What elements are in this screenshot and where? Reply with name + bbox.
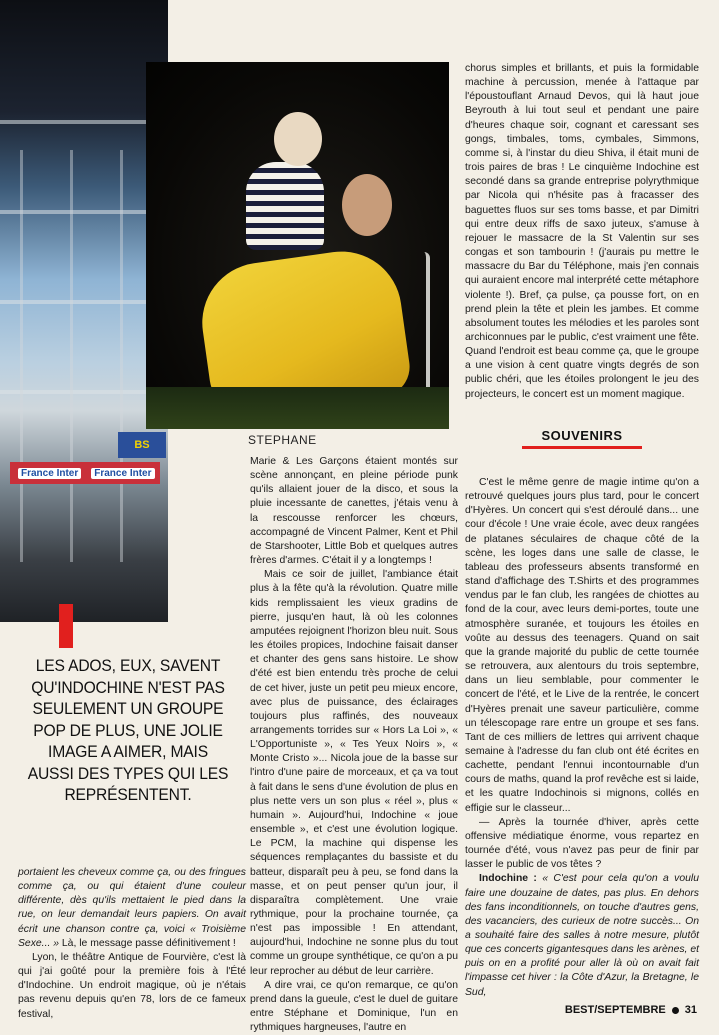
truss-pole xyxy=(120,150,123,562)
page-number: 31 xyxy=(684,1004,697,1016)
magazine-issue: BEST/SEPTEMBRE xyxy=(564,1004,666,1016)
banner-logo: France Inter xyxy=(18,468,81,479)
backstage-photo xyxy=(146,62,449,429)
truss-beam xyxy=(0,300,168,304)
page-footer xyxy=(565,1004,697,1016)
person-striped-shirt xyxy=(246,162,324,250)
paragraph: Mais ce soir de juillet, l'ambiance était plus à la fête qu'à la révolution. Quatre mille kids remplissaient les vieux gradins de pierre, jusqu'en haut, là où les colonnes amputées rejoignent l'horizon bleu nuit. Sous les étoiles propices, Indochine faisait danser et chanter des gens sans histoire. Le show d'été est bien entendu très proche de celui de cet hiver, juste un petit peu mieux encore, avec plus de puissance, des éclairages toujours plus raffinés, des nouveaux arrangements torrides sur « Hors La Loi », « L'Opportuniste », « Tes Yeux Noirs », « Monte Cristo »... Nicola joue de la basse sur l'intro d'une paire de morceaux, et ça va tout à fait dans le sens d'une évolution de plus en plus nette vers un son plus « réel », plus « humain ». Aujourd'hui, Indochine « joue ensemble », et c'est une évolution logique. Le PCM, la machine qui dispense les séquences remplaçantes du bassiste et du batteur, disparaît peu à peu, se fond dans la masse, et on peut penser qu'un jour, il disparaîtra complètement. Une vraie rythmique, pour la prochaine tournée, ça n'est pas impossible ! En attendant, aujourd'hui, Indochine ne sonne plus du tout comme un groupe synthétique, ce qu'on a pu leur reprocher au début de leur carrière. xyxy=(250,569,458,977)
stage-banner xyxy=(10,462,160,484)
column-right-bottom xyxy=(465,476,699,1000)
speaker-label: Indochine : xyxy=(479,873,537,885)
column-left xyxy=(18,866,246,1022)
photo-caption: STEPHANE xyxy=(248,433,317,447)
bullet-icon xyxy=(672,1007,679,1014)
section-heading: SOUVENIRS xyxy=(541,428,623,443)
truss-pole xyxy=(20,150,23,562)
stage-sign: BS xyxy=(118,432,166,458)
paragraph-italic: portaient les cheveux comme ça, ou des fringues comme ça, ou qui étaient d'une couleur différente, dès qu'ils mettaient le pied dans la rue, on leur demandait leurs papiers. On avait écrit une chanson contre ça, voici « Troisième Sexe... » xyxy=(18,867,246,949)
paragraph: Marie & Les Garçons étaient montés sur scène annonçant, en pleine période punk qu'ils allaient jouer de la disco, et sous la pluie incessante de canettes, j'étais venu à la rescousse renforcer les chœurs, accompagné de Vincent Palmer, Kent et Phil de Starshooter, Little Bob et quelques autres frères d'armes. C'était il y a longtemps ! xyxy=(250,456,458,567)
paragraph xyxy=(18,866,246,951)
paragraph: Lyon, le théâtre Antique de Fourvière, c'est là qui j'ai goûté pour la première fois à l'Été d'Indochine. Un endroit magique, où je n'étais pas revenu depuis qu'en 78, lors de ce fameux festival, xyxy=(18,951,246,1020)
paragraph: — Après la tournée d'hiver, après cette offensive médiatique énorme, vous repartez en tournée d'été, vous n'avez pas peur de finir par lasser le public de vos têtes ? xyxy=(465,816,699,871)
paragraph-italic: « C'est pour cela qu'on a voulu faire une douzaine de dates, pas plus. En dehors des fans inconditionnels, on touche d'autres gens, des vacanciers, des curieux de notre succès... On a souhaité faire des salles à notre mesure, plutôt que ces concerts gigantesques dans les arènes, et puis on en a profité pour aller là où on avait fait l'impasse cet hiver : la Côte d'Azur, la Bretagne, le Sud, xyxy=(465,873,699,998)
paragraph xyxy=(465,872,699,999)
truss-beam xyxy=(0,390,168,394)
paragraph: A dire vrai, ce qu'on remarque, ce qu'on prend dans la gueule, c'est le duel de guitare entre Stéphane et Dominique, l'un en rythmiques hargneuses, l'autre en xyxy=(250,979,458,1034)
truss-pole xyxy=(70,150,73,562)
column-middle xyxy=(250,455,458,1035)
paragraph-text: Là, le message passe définitivement ! xyxy=(59,937,236,949)
truss-beam xyxy=(0,210,168,214)
person-head xyxy=(342,174,392,236)
grass xyxy=(146,387,449,429)
stage-photo xyxy=(0,0,168,622)
red-accent-bar xyxy=(59,604,73,648)
column-right-top xyxy=(465,62,699,402)
paragraph: chorus simples et brillants, et puis la formidable machine à percussion, menée à l'attaque par l'époustouflant Arnaud Devos, qui là haut joue Beyrouth à lui tout seul et pendant une paire d'heures chaque soir, cognant et caressant ses gongs, timbales, toms, cymbales, Simmons, comme si, à l'instar du dieu Shiva, il était muni de trois paires de bras ! Le cinquième Indochine est secondé dans sa grande entreprise polyrythmique par Nicola qui n'hésite pas à fracasser des baguettes fluos sur ses toms basse, et par Dimitri qui entre deux riffs de saxo juteux, s'amuse à rejouer le massacre de la St Valentin sur ses congas et son tambourin ! (j'aurais pu mettre le massacre du Bar du Téléphone, mais j'en connais qui auraient encore mal interprété cette métaphore violente !). Bref, ça pulse, ça pousse fort, on en prend plein la tête et plein les jambes. Et comme absolument toutes les mélodies et les paroles sont archiconnues par le public, c'est vraiment une fête. Quand l'endroit est beau comme ça, que le groupe a une vision à cent quatre vingts degrés de son public chéri, que les étoiles prolongent le jeu des projecteurs, le concert est un moment magique. xyxy=(465,63,699,400)
paragraph: C'est le même genre de magie intime qu'on a retrouvé quelques jours plus tard, pour le concert d'Hyères. Un concert qui s'est déroulé dans... une cour d'école ! Une vraie école, avec deux rangées de platanes séculaires de chaque côté de la scène, les loges dans une salle de classe, le tableau des professeurs absents transformé en stand d'affichage des T.Shirts et des programmes vendus par le fan club, les rangées de chiottes au fond de la cour, avec leurs demi-portes, toute une atmosphère suranée, et toujours les étoiles en voûte au dessus des teenagers. Quand on sait que la grande majorité du public de cette tournée se retrouvera, aux alentours du trois septembre, dans un lieu semblable, pour commenter le concert de l'été, et le Live de la rentrée, le concert d'Hyères prenait une saveur particulière, comme un télescopage rare entre un groupe et ses fans. Tant de ces milliers de lettres qui arrivent chaque semaine à l'adresse du fan club ont été écrites en cachette, pendant l'ennui incontournable d'un cours de maths, quand la prof revêche est si laide, et les quatre Indochinois si mignons, collés en effigie sur le classeur... xyxy=(465,477,699,814)
section-underline xyxy=(522,446,642,449)
truss-beam xyxy=(0,120,168,124)
person-head xyxy=(274,112,322,166)
banner-logo: France Inter xyxy=(91,468,154,479)
pull-quote: LES ADOS, EUX, SAVENT QU'INDOCHINE N'EST PAS SEULEMENT UN GROUPE POP DE PLUS, UNE JOLIE IMAGE A AIMER, MAIS AUSSI DES TYPES QUI LES REPRÉSENTENT. xyxy=(27,656,229,804)
